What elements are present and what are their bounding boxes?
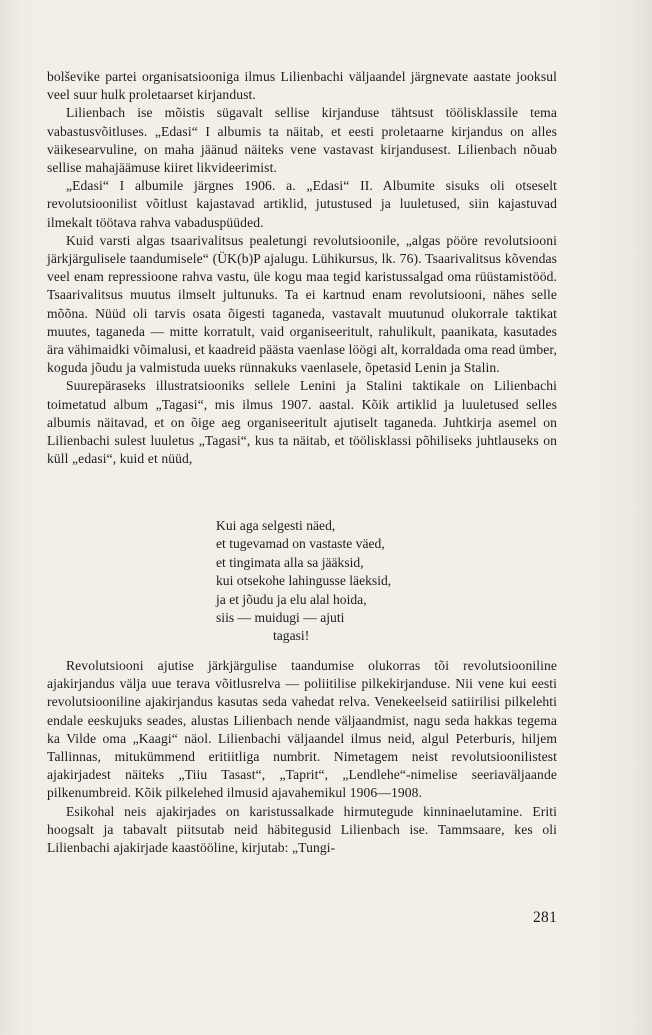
text-block-bottom [47, 657, 557, 857]
paragraph: Kuid varsti algas tsaarivalitsus pealetungi revolutsioonile, „algas pööre revolutsiooni järkjärgulisele taandumisele“ (ÜK(b)P ajalugu. Lühikursus, lk. 76). Tsaarivalitsus kõvendas veel enam repressioone rahva vastu, üle kogu maa tegid karistussalgad oma rüüstamistööd. Tsaarivalitsus muutus ilmselt jultunuks. Ta ei kartnud enam revolutsiooni, nähes selle mõõna. Nüüd oli tarvis osata õigesti taganeda, vastavalt muutunud olukorrale taktikat muutes, taganeda — mitte korratult, vaid organiseeritult, rahulikult, paanikata, kasutades ära vähimaidki võimalusi, et kaadreid päästa vaenlase löögi alt, korraldada oma read ümber, koguda jõudu ja valmistuda uueks rünnakuks vaenlasele, õpetasid Lenin ja Stalin. [47, 232, 557, 376]
poem-line: siis — muidugi — ajuti [216, 610, 345, 626]
poem-line: Kui aga selgesti näed, [216, 518, 336, 533]
paragraph: Revolutsiooni ajutise järkjärgulise taandumise olukorras tõi revolutsiooniline ajakirjandus välja uue terava võitlusrelva — poliitilise pilkekirjanduse. Nii vene kui eesti revolutsiooniline ajakirjandus kasutas seda vahedat relva. Venekeelseid satiirilisi pilkelehti endale eeskujuks seades, alustas Lilienbach nende väljaandmist, nagu seda hakkas tegema ka Vilde oma „Kaagi“ näol. Lilienbachi väljaandel ilmus neid, algul Peterburis, hiljem Tallinnas, mitukümmend eritiitliga numbrit. Nimetagem neist revolutsioonilistest ajakirjadest näiteks „Tiiu Tasast“, „Taprit“, „Lendlehe“-nimelise seeriaväljaande pilkenumbreid. Kõik pilkelehed ilmusid ajavahemikul 1906—1908. [47, 658, 557, 801]
poem-line: tagasi! [273, 628, 310, 644]
paragraph: bolševike partei organisatsiooniga ilmus Lilienbachi väljaandel järgnevate aastate jooksul veel suur hulk proletaarset kirjandust. [47, 69, 557, 103]
text-block-top [47, 68, 557, 468]
page-number: 281 [533, 909, 558, 926]
paragraph: Lilienbach ise mõistis sügavalt sellise kirjanduse tähtsust töölisklassile tema vabastusvõitluses. „Edasi“ I albumis ta näitab, et eesti proletaarne kirjandus on alles väikesearvuline, on maha jäänud näiteks vene vastavast kirjandusest. Lilienbach nõuab sellise mahajäämuse kiiret likvideerimist. [47, 105, 557, 176]
poem-quote [216, 517, 391, 646]
paragraph: „Edasi“ I albumile järgnes 1906. a. „Edasi“ II. Albumite sisuks oli otseselt revolutsioonilist võitlust kajastavad artiklid, jutustused ja luuletused, siin kajastuvad ilmekalt töötava rahva vabaduspüüded. [47, 178, 557, 230]
paragraph: Suurepäraseks illustratsiooniks sellele Lenini ja Stalini taktikale on Lilienbachi toimetatud album „Tagasi“, mis ilmus 1907. aastal. Kõik artiklid ja luuletused selles albumis näitavad, et on õige aeg organiseeritult ajutiselt taganeda. Juhtkirja asemel on Lilienbachi sulest luuletus „Tagasi“, kus ta näitab, et töölisklassi põhiliseks juhtlauseks on küll „edasi“, kuid et nüüd, [47, 378, 557, 467]
paragraph: Esikohal neis ajakirjades on karistussalkade hirmutegude kinninaelutamine. Eriti hoogsalt ja tabavalt piitsutab neid häbitegusid Lilienbach ise. Tammsaare, kes oli Lilienbachi ajakirjade kaastööline, kirjutab: „Tungi- [47, 803, 557, 856]
poem-line: kui otsekohe lahingusse läeksid, [216, 573, 392, 589]
poem-line: et tingimata alla sa jääksid, [216, 554, 364, 570]
poem-line: et tugevamad on vastaste väed, [216, 536, 385, 552]
poem-line: ja et jõudu ja elu alal hoida, [216, 591, 367, 607]
